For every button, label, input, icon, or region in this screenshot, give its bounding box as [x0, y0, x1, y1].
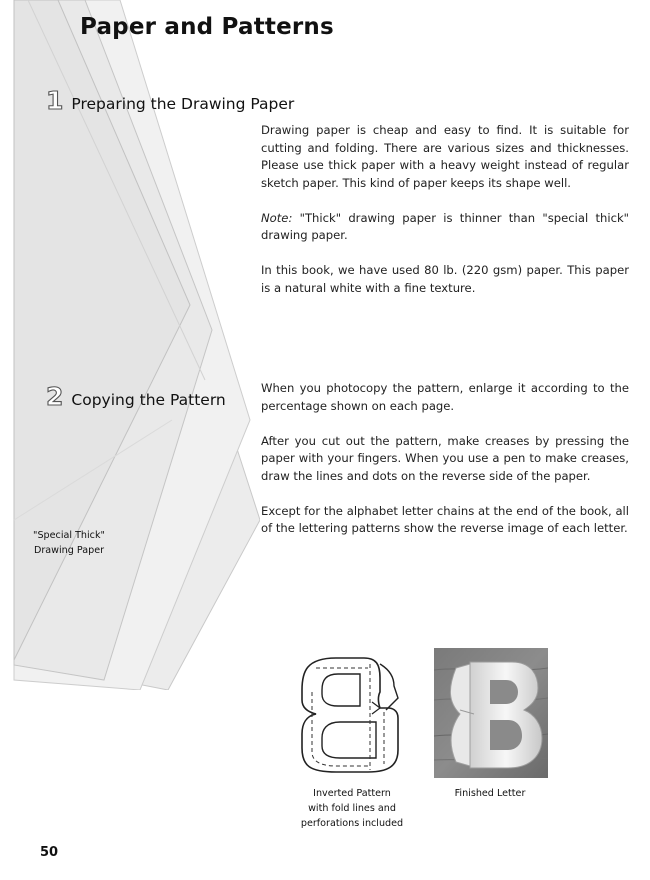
note-label: Note: [261, 210, 293, 225]
pattern-caption-line: perforations included [300, 818, 404, 829]
section-1-paragraph: Drawing paper is cheap and easy to find. It is suitable for cutting and folding. There are various sizes and thicknesses. Please use thick paper with a heavy weight instead of regular sketch paper. This kind of paper keeps its shape well. [261, 123, 629, 190]
inverted-pattern-figure [298, 652, 410, 776]
paper-caption [26, 528, 112, 558]
section-1-title: Preparing the Drawing Paper [71, 95, 295, 113]
note-text: "Thick" drawing paper is thinner than "special thick" drawing paper. [261, 210, 629, 242]
section-1-body [261, 122, 629, 315]
pattern-figure-caption [290, 786, 414, 831]
section-2-body [261, 380, 629, 555]
paper-caption-line: "Special Thick" [33, 530, 105, 541]
section-1-heading [46, 86, 294, 115]
section-2-heading [46, 382, 226, 411]
pattern-caption-line: Inverted Pattern [313, 788, 391, 799]
page-number: 50 [40, 845, 59, 860]
section-2-title: Copying the Pattern [71, 391, 226, 409]
section-2-paragraph: After you cut out the pattern, make creases by pressing the paper with your fingers. When you use a pen to make creases, draw the lines and dots on the reverse side of the paper. [261, 433, 629, 483]
section-2-number: 2 [46, 382, 64, 411]
finished-letter-photo [434, 648, 548, 778]
finished-letter-caption: Finished Letter [454, 788, 526, 799]
page-title: Paper and Patterns [80, 14, 334, 40]
pattern-caption-line: with fold lines and [308, 803, 396, 814]
paper-caption-line: Drawing Paper [33, 545, 105, 556]
section-2-paragraph: When you photocopy the pattern, enlarge it according to the percentage shown on each page. [261, 381, 629, 413]
section-1-paragraph: In this book, we have used 80 lb. (220 gsm) paper. This paper is a natural white with a fine texture. [261, 263, 629, 295]
section-1-note [261, 210, 629, 245]
section-1-number: 1 [46, 86, 64, 115]
section-2-paragraph: Except for the alphabet letter chains at the end of the book, all of the lettering patterns show the reverse image of each letter. [261, 503, 629, 535]
